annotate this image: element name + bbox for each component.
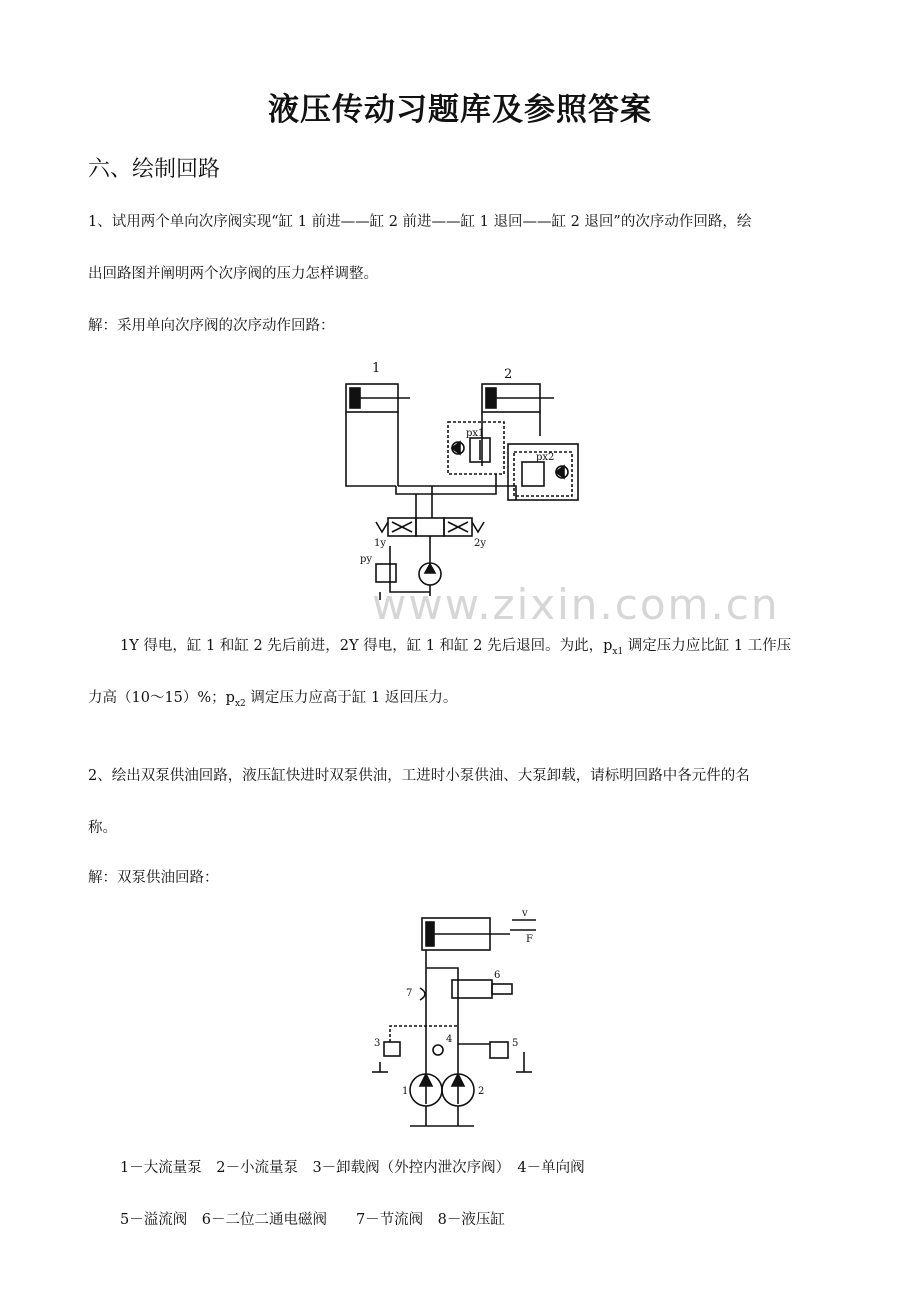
question-2-line-1: 2、绘出双泵供油回路，液压缸快进时双泵供油，工进时小泵供油、大泵卸载，请标明回路中各元件的名 (88, 768, 750, 784)
diagram2-label-7: 7 (406, 988, 413, 999)
diagram1-label-2: 2 (504, 367, 513, 382)
diagram2-label-5: 5 (512, 1038, 519, 1049)
watermark: www.zixin.com.cn (372, 580, 780, 629)
answer-1-description-line-1: 1Y 得电，缸 1 和缸 2 先后前进，2Y 得电，缸 1 和缸 2 先后退回。为此，$p_{x1}$ 调定压力应比缸 1 工作压 (120, 638, 792, 657)
diagram2-label-1: 1 (402, 1086, 409, 1097)
diagram1-label-py: py (360, 554, 373, 565)
answer-2-intro: 解：双泵供油回路： (88, 870, 219, 886)
diagram2-label-2: 2 (478, 1086, 485, 1097)
answer-1-intro: 解：采用单向次序阀的次序动作回路： (88, 318, 335, 334)
question-2-line-2: 称。 (88, 820, 117, 836)
diagram1-label-px2: px2 (536, 452, 555, 463)
section-heading: 六、绘制回路 (88, 157, 221, 182)
diagram1-label-2y: 2y (474, 538, 487, 549)
legend-line-2: 5－溢流阀 6－二位二通电磁阀 7－节流阀 8－液压缸 (120, 1212, 505, 1228)
diagram1-label-px1: px1 (466, 428, 485, 439)
diagram2-label-v: v (522, 908, 528, 919)
answer-1-description-line-2: 力高（10～15）%；$p_{x2}$ 调定压力应高于缸 1 返回压力。 (88, 690, 458, 709)
diagram2-label-4: 4 (446, 1034, 453, 1045)
legend-line-1: 1－大流量泵 2－小流量泵 3－卸载阀（外控内泄次序阀） 4－单向阀 (120, 1160, 585, 1176)
diagram2-label-F: F (526, 934, 533, 945)
dual-pump-circuit-diagram (360, 904, 550, 1144)
question-1-line-2: 出回路图并阐明两个次序阀的压力怎样调整。 (88, 266, 378, 282)
page-title: 液压传动习题库及参照答案 (268, 92, 652, 128)
diagram2-label-3: 3 (374, 1038, 381, 1049)
diagram2-label-6: 6 (494, 970, 501, 981)
question-1-line-1: 1、试用两个单向次序阀实现“缸 1 前进——缸 2 前进——缸 1 退回——缸 2 退回”的次序动作回路，绘 (88, 214, 752, 230)
diagram1-label-1: 1 (372, 361, 381, 376)
diagram1-label-1y: 1y (374, 538, 387, 549)
sequence-circuit-diagram (336, 356, 596, 604)
